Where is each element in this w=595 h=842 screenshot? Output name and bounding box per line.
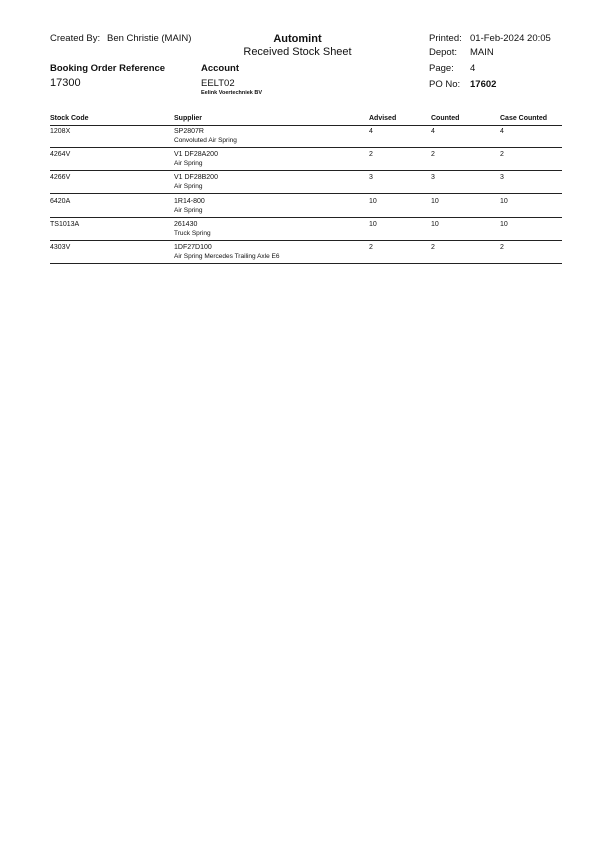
printed-label: Printed: <box>429 33 462 44</box>
po-value: 17602 <box>470 79 497 90</box>
cell-stock-code: 4266V <box>50 174 71 182</box>
cell-supplier-code: V1 DF28A200 <box>174 151 218 159</box>
depot-label: Depot: <box>429 47 457 58</box>
cell-supplier-code: 261430 <box>174 220 198 228</box>
po-label: PO No: <box>429 79 461 90</box>
row-divider <box>50 263 562 264</box>
cell-supplier-code: 1R14-800 <box>174 197 205 205</box>
cell-counted: 4 <box>431 128 435 135</box>
cell-counted: 3 <box>431 174 435 182</box>
cell-stock-code: TS1013A <box>50 220 80 228</box>
cell-advised: 10 <box>369 197 377 205</box>
cell-description: Air Spring <box>174 160 203 168</box>
cell-case-counted: 2 <box>500 244 504 251</box>
column-header-case-counted: Case Counted <box>500 115 548 122</box>
account-name: Eelink Voertechniek BV <box>201 90 263 96</box>
cell-description: Air Spring <box>174 206 203 214</box>
cell-counted: 10 <box>431 197 439 205</box>
cell-case-counted: 4 <box>500 128 504 135</box>
cell-description: Truck Spring <box>174 229 211 237</box>
booking-ref-label: Booking Order Reference <box>50 63 166 74</box>
row-divider <box>50 147 562 148</box>
page-label: Page: <box>429 63 454 74</box>
cell-stock-code: 4303V <box>50 244 71 251</box>
column-header-advised: Advised <box>369 115 397 122</box>
cell-advised: 3 <box>369 174 373 182</box>
cell-case-counted: 3 <box>500 174 504 182</box>
column-header-counted: Counted <box>431 115 460 122</box>
column-header-supplier: Supplier <box>174 115 203 122</box>
cell-counted: 10 <box>431 220 439 228</box>
cell-supplier-code: 1DF27D100 <box>174 244 212 251</box>
cell-description: Air Spring <box>174 183 203 191</box>
row-divider <box>50 217 562 218</box>
booking-ref-value: 17300 <box>50 77 81 89</box>
cell-advised: 2 <box>369 151 373 159</box>
cell-case-counted: 10 <box>500 220 508 228</box>
printed-value: 01-Feb-2024 20:05 <box>470 33 551 44</box>
cell-supplier-code: SP2807R <box>174 128 204 135</box>
page-value: 4 <box>470 63 476 74</box>
cell-stock-code: 1208X <box>50 128 71 135</box>
cell-advised: 4 <box>369 128 373 135</box>
column-header-stock-code: Stock Code <box>50 115 89 122</box>
cell-counted: 2 <box>431 244 435 251</box>
cell-case-counted: 2 <box>500 151 504 159</box>
account-label: Account <box>201 63 239 74</box>
company-name: Automint <box>273 33 322 45</box>
cell-counted: 2 <box>431 151 435 159</box>
cell-stock-code: 6420A <box>50 197 71 205</box>
created-by-value: Ben Christie (MAIN) <box>107 33 192 44</box>
cell-supplier-code: V1 DF28B200 <box>174 174 218 182</box>
depot-value: MAIN <box>470 47 494 58</box>
account-code: EELT02 <box>201 78 235 89</box>
cell-case-counted: 10 <box>500 197 508 205</box>
cell-stock-code: 4264V <box>50 151 71 159</box>
cell-description: Air Spring Mercedes Trailing Axle E6 <box>174 253 280 260</box>
document-title: Received Stock Sheet <box>243 46 352 58</box>
cell-advised: 2 <box>369 244 373 251</box>
row-divider <box>50 170 562 171</box>
created-by-label: Created By: <box>50 33 101 44</box>
row-divider <box>50 240 562 241</box>
row-divider <box>50 193 562 194</box>
header-divider <box>50 125 562 126</box>
cell-description: Convoluted Air Spring <box>174 137 237 144</box>
cell-advised: 10 <box>369 220 377 228</box>
